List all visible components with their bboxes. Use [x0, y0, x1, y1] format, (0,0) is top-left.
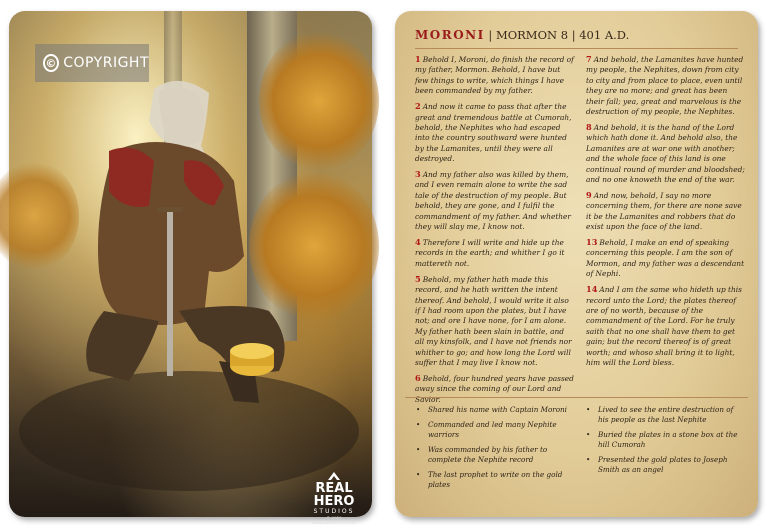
facts-right-list: [585, 405, 745, 480]
verse-number: 6: [415, 372, 421, 383]
verse-number: 13: [586, 237, 598, 247]
logo-line-3: © 2015 REALHEROSTUDIOS: [312, 515, 356, 525]
verse-text: And behold, it is the hand of the Lord which hath done it. And behold also, the Lamanites are at war one with another; and the whole face of this land is one continual round of murder and bloodshed; and no one knoweth the end of the war.: [586, 122, 745, 184]
fact-text: Commanded and led many Nephite warriors: [428, 420, 557, 439]
warrior-figure: [9, 11, 372, 517]
copyright-icon: ©: [43, 54, 59, 72]
bullet-icon: •: [416, 445, 421, 454]
verse: [415, 54, 575, 97]
verse: [586, 54, 746, 117]
logo-line-2: STUDIOS: [313, 508, 355, 515]
logo-line-1: REAL HERO: [313, 481, 355, 509]
fact-text: Shared his name with Captain Moroni: [428, 405, 567, 414]
fact-item: [585, 405, 745, 425]
divider: [405, 397, 748, 398]
verse: [415, 274, 575, 369]
copyright-text: COPYRIGHT: [63, 55, 149, 71]
logo-mark-icon: [327, 471, 341, 481]
verse-number: 4: [415, 237, 421, 247]
verse-number: 2: [415, 101, 421, 112]
scripture-reference: MORMON 8: [495, 28, 569, 42]
header-separator: |: [571, 28, 580, 42]
verse: [586, 284, 746, 368]
card-back-scripture: [395, 11, 758, 517]
verse-text: Behold, four hundred years have passed away since the coming of our Lord and Savior.: [415, 373, 574, 404]
studio-logo: [304, 471, 364, 525]
verse-number: 1: [415, 54, 421, 64]
verse-text: Behold, I make an end of speaking concerning this people. I am the son of Mormon, and my father was a descendant of Nephi.: [586, 238, 745, 279]
verse: [415, 373, 575, 405]
verse-number: 14: [586, 284, 598, 295]
facts-left-list: [415, 405, 575, 495]
verse-text: Behold, my father hath made this record, and he hath written the intent thereof. And behold, I would write it also if I had room upon the plates, but I have not; and ore I have none, for I am alone. My father hath been slain in battle, and all my kinsfolk, and I have not friends nor whither to go; and how long the Lord will suffer that I may live I know not.: [415, 274, 572, 367]
fact-item: [585, 430, 745, 450]
fact-text: Was commanded by his father to complete the Nephite record: [428, 445, 548, 464]
fact-text: Buried the plates in a stone box at the hill Cumorah: [598, 430, 738, 449]
verse-text: And I am the same who hideth up this record unto the Lord; the plates thereof are of no worth, because of the commandment of the Lord. For he truly saith that no one shall have them to get gain; but the record thereof is of great worth; and whoso shall bring it to light, him will the Lord bless.: [586, 285, 742, 367]
date-label: 401 A.D.: [579, 28, 630, 42]
card-front-illustration: [9, 11, 372, 525]
verse-number: 5: [415, 273, 421, 284]
fact-item: [415, 470, 575, 490]
fact-item: [415, 420, 575, 440]
hero-name: MORONI: [415, 28, 485, 42]
verse-text: And now, behold, I say no more concerning them, for there are none save it be the Lamanites and robbers that do exist upon the face of the land.: [586, 190, 742, 232]
verse: [586, 237, 746, 280]
bullet-icon: •: [586, 455, 591, 464]
header-separator: |: [488, 28, 496, 42]
verses-left-column: [415, 54, 575, 410]
bullet-icon: •: [416, 405, 421, 414]
copyright-watermark: [35, 44, 149, 82]
fact-item: [415, 405, 575, 415]
verse-number: 9: [586, 189, 592, 200]
verses-right-column: [586, 54, 746, 373]
fact-item: [415, 445, 575, 465]
verse-text: And my father also was killed by them, and I even remain alone to write the sad tale of the destruction of my people. But behold, they are gone, and I fulfil the commandment of my father. And whether they will slay me, I know not.: [415, 170, 571, 232]
verse-number: 8: [586, 121, 592, 132]
verse: [415, 169, 575, 232]
verse: [586, 190, 746, 233]
fact-text: Lived to see the entire destruction of his people as the last Nephite: [598, 405, 734, 424]
verse: [586, 122, 746, 185]
verse-number: 3: [415, 169, 421, 180]
fact-text: The last prophet to write on the gold plates: [428, 470, 563, 489]
verse-number: 7: [586, 54, 592, 64]
card-header: [415, 28, 738, 49]
verse: [415, 101, 575, 164]
bullet-icon: •: [416, 470, 421, 479]
bullet-icon: •: [586, 430, 591, 439]
verse-text: And behold, the Lamanites have hunted my people, the Nephites, down from city to city and from place to place, even until they are no more; and great has been their fall; yea, great and marvelous is the destruction of my people, the Nephites.: [586, 55, 744, 117]
fact-text: Presented the gold plates to Joseph Smith as an angel: [598, 455, 728, 474]
fact-item: [585, 455, 745, 475]
verse-text: Behold I, Moroni, do finish the record of my father, Mormon. Behold, I have but few things to write, which things I have been commanded by my father.: [415, 55, 574, 96]
verse: [415, 237, 575, 269]
bullet-icon: •: [586, 405, 591, 414]
verse-text: And now it came to pass that after the great and tremendous battle at Cumorah, behold, the Nephites who had escaped into the country southward were hunted by the Lamanites, until they were all destroyed.: [415, 102, 572, 164]
bullet-icon: •: [416, 420, 421, 429]
verse-text: Therefore I will write and hide up the records in the earth; and whither I go it mattereth not.: [415, 238, 565, 268]
